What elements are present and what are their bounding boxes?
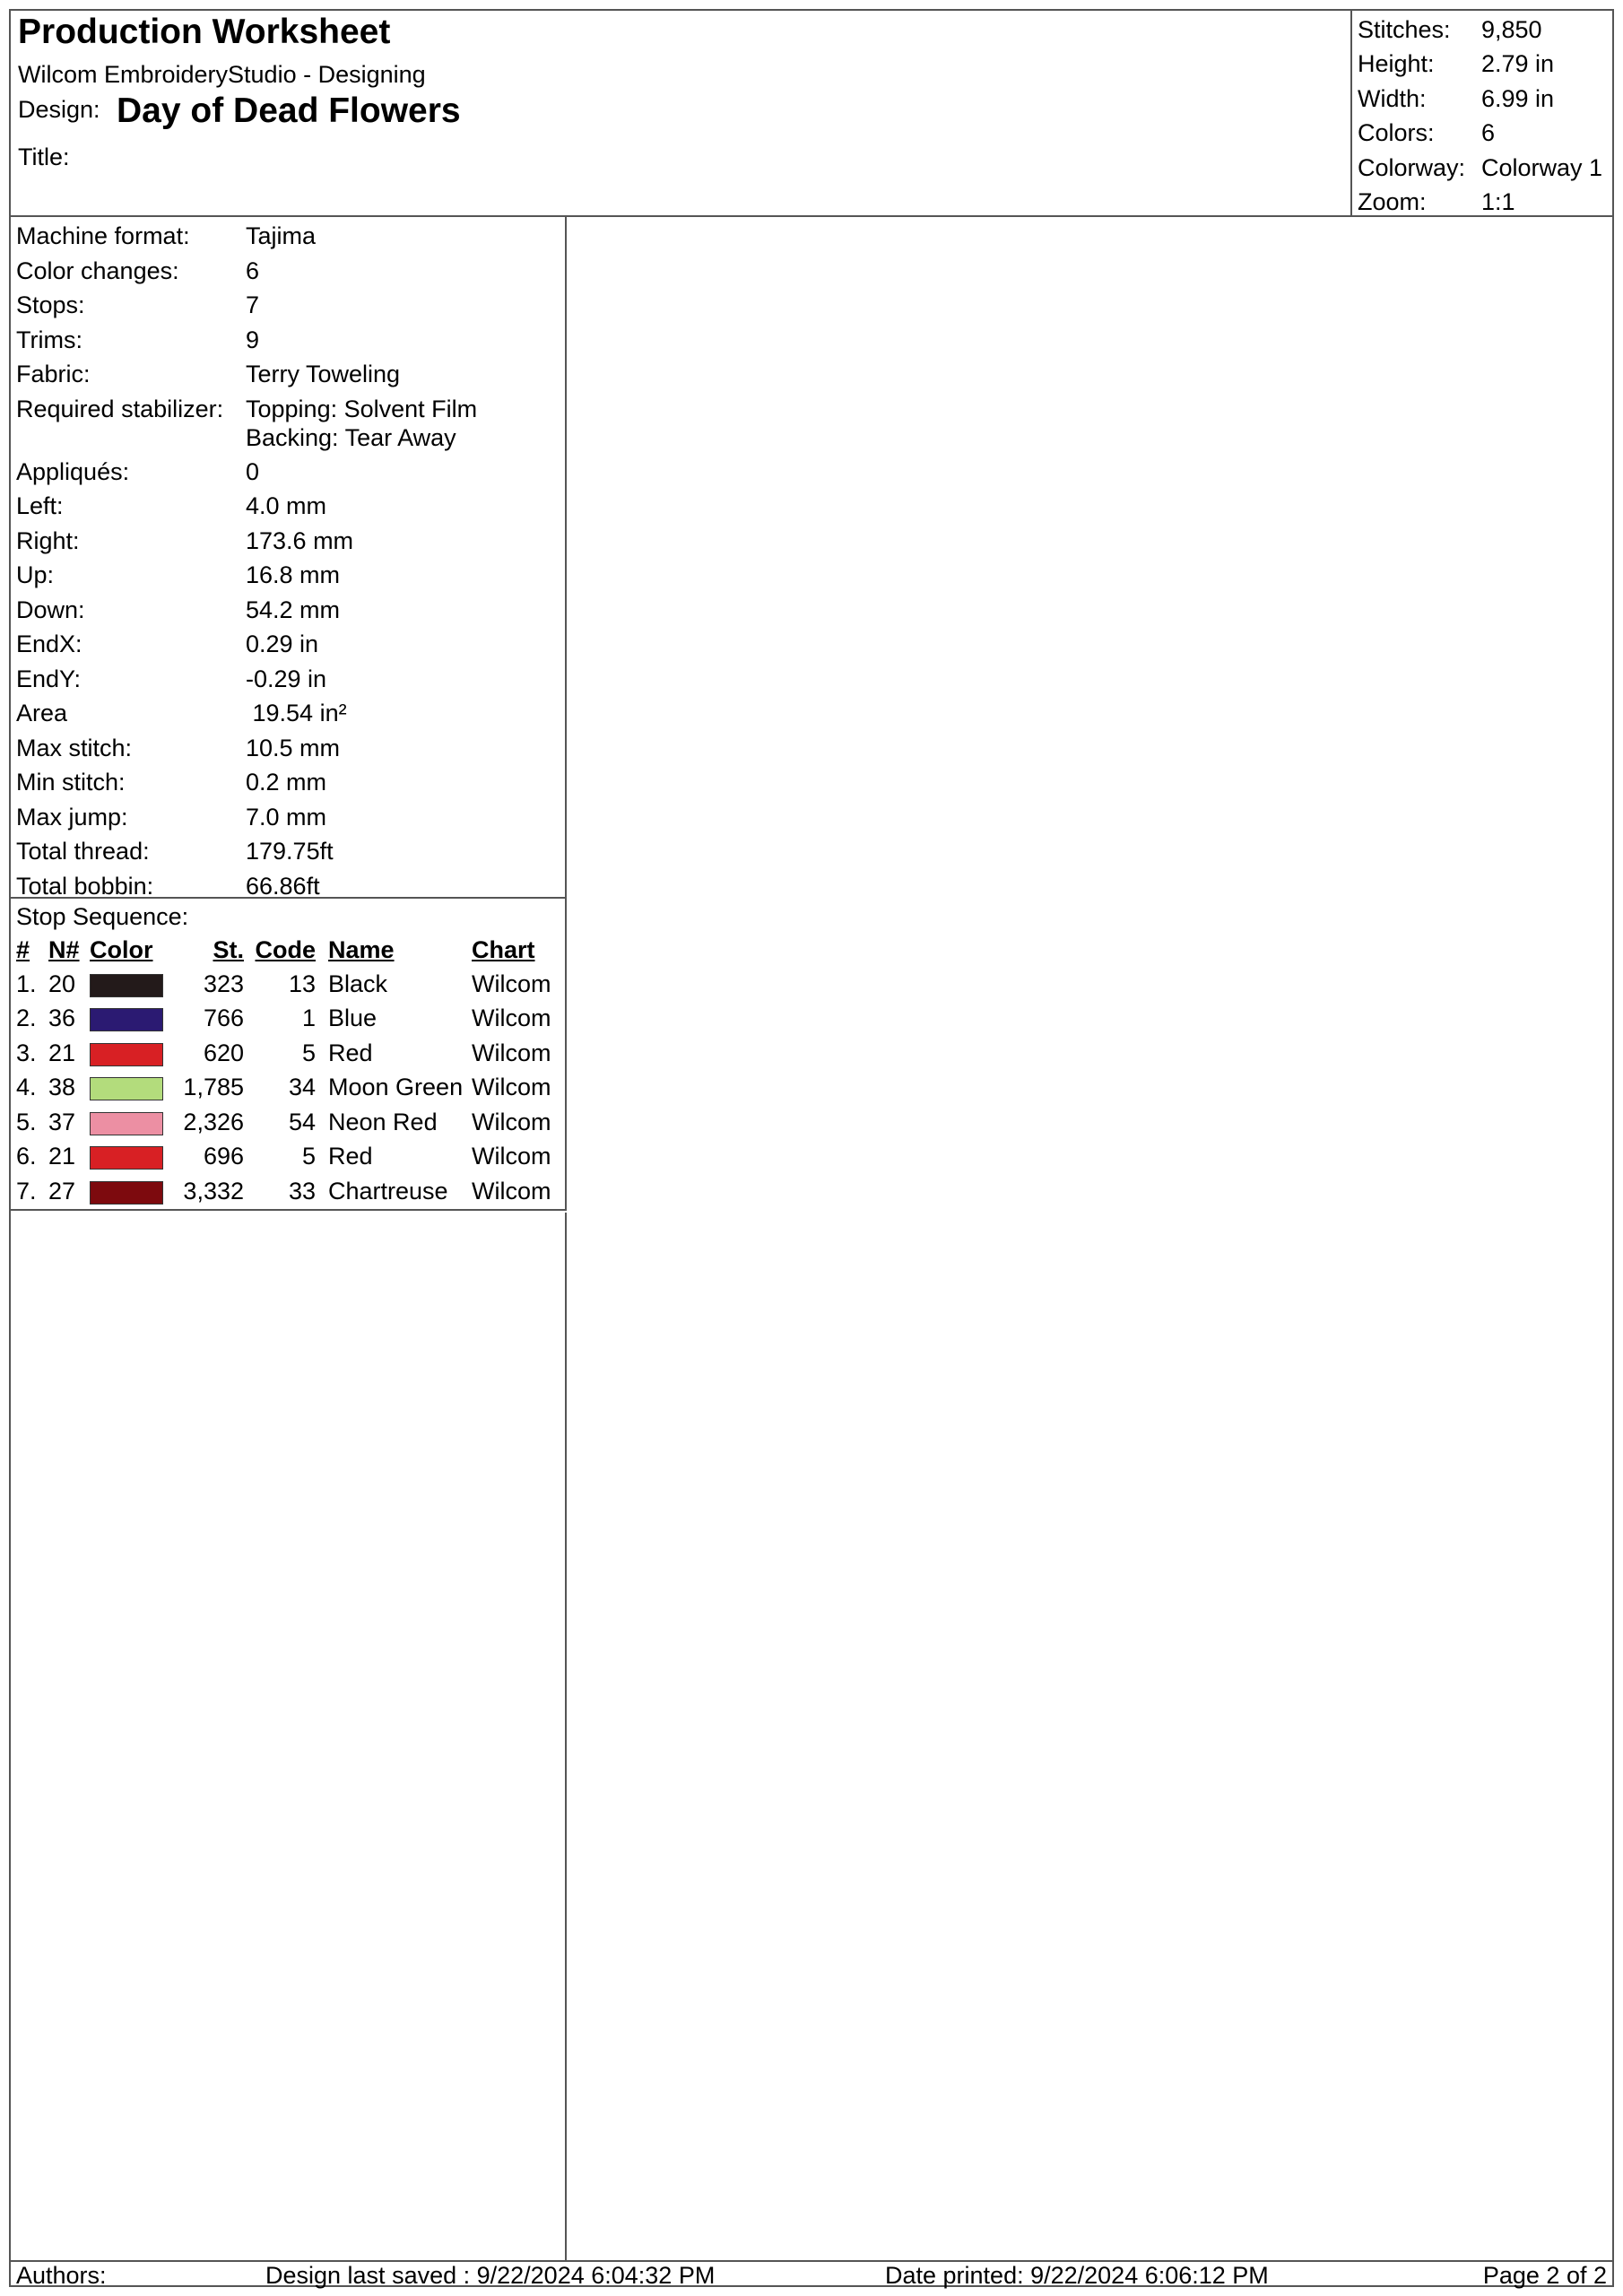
info-value: Topping: Solvent Film Backing: Tear Away	[246, 395, 478, 451]
info-label: Total thread:	[16, 838, 150, 865]
info-value: 7.0 mm	[246, 803, 327, 831]
thread-code: 33	[288, 1177, 316, 1205]
thread-chart: Wilcom	[472, 970, 551, 997]
needle-number: 38	[48, 1074, 76, 1101]
app-name: Wilcom EmbroideryStudio - Designing	[18, 61, 426, 88]
table-row	[14, 1002, 560, 1037]
color-swatch	[90, 1112, 163, 1135]
color-swatch	[90, 1146, 163, 1170]
info-row	[16, 219, 565, 254]
info-value: 7	[246, 291, 260, 318]
info-label: Min stitch:	[16, 769, 126, 796]
color-swatch	[90, 1077, 163, 1100]
needle-number: 21	[48, 1143, 76, 1170]
table-row	[14, 1140, 560, 1175]
info-row	[16, 254, 565, 289]
info-label: Max stitch:	[16, 734, 133, 761]
info-value: 19.54 in²	[246, 700, 347, 726]
thread-code: 54	[288, 1108, 316, 1135]
info-label: Down:	[16, 596, 85, 623]
stop-sequence	[11, 897, 565, 1209]
table-header-row	[14, 933, 560, 967]
stitch-count: 323	[203, 970, 244, 997]
thread-color	[88, 1174, 169, 1209]
design-label: Design:	[18, 96, 100, 123]
stat-row	[1358, 47, 1612, 81]
row-index: 4.	[16, 1074, 37, 1101]
info-value: 16.8 mm	[246, 561, 341, 588]
stat-label: Height:	[1358, 50, 1435, 78]
info-value: 0	[246, 457, 260, 485]
stitch-count: 620	[203, 1039, 244, 1066]
col-header-name: Name	[328, 935, 395, 963]
lower-left-blank	[11, 1213, 567, 2262]
stat-label: Width:	[1358, 84, 1427, 112]
info-value: 66.86ft	[246, 872, 320, 900]
info-label: Appliqués:	[16, 457, 130, 485]
info-value: 6	[246, 257, 260, 284]
table-row	[14, 1036, 560, 1071]
stitch-count: 766	[203, 1004, 244, 1032]
table-row	[14, 967, 560, 1002]
info-value: 0.29 in	[246, 631, 319, 657]
col-header-stitches: St.	[213, 935, 244, 963]
worksheet-footer	[11, 2260, 1612, 2287]
thread-color	[88, 967, 169, 1002]
worksheet-header	[11, 11, 1612, 217]
stop-sequence-rows	[14, 967, 560, 1209]
row-index: 7.	[16, 1177, 37, 1205]
design-info-panel	[11, 217, 567, 1211]
info-label: Total bobbin:	[16, 872, 154, 900]
thread-chart: Wilcom	[472, 1074, 551, 1101]
info-label: Trims:	[16, 326, 82, 353]
info-row	[16, 696, 565, 731]
info-row	[16, 489, 565, 524]
thread-chart: Wilcom	[472, 1143, 551, 1170]
stat-row	[1358, 151, 1612, 185]
info-label: Area	[16, 700, 68, 726]
stat-value: Colorway 1	[1481, 153, 1603, 181]
stat-row	[1358, 185, 1612, 219]
info-label: Fabric:	[16, 361, 91, 387]
color-swatch	[90, 1181, 163, 1205]
thread-name: Neon Red	[328, 1108, 438, 1135]
table-row	[14, 1071, 560, 1106]
stitch-count: 3,332	[183, 1177, 244, 1205]
info-row	[16, 323, 565, 358]
info-value: Terry Toweling	[246, 361, 401, 387]
table-row	[14, 1174, 560, 1209]
info-row	[16, 662, 565, 697]
info-row	[16, 455, 565, 490]
info-row	[16, 731, 565, 766]
row-index: 1.	[16, 970, 37, 997]
thread-chart: Wilcom	[472, 1177, 551, 1205]
info-label: Up:	[16, 561, 55, 588]
table-row	[14, 1105, 560, 1140]
stat-value: 9,850	[1481, 16, 1542, 43]
footer-date-printed: Date printed: 9/22/2024 6:06:12 PM	[885, 2262, 1269, 2289]
stop-sequence-title: Stop Sequence:	[16, 903, 189, 930]
needle-number: 20	[48, 970, 76, 997]
footer-authors: Authors:	[16, 2262, 107, 2289]
stop-sequence-table	[14, 933, 560, 1209]
info-row	[16, 288, 565, 323]
worksheet-page	[9, 9, 1614, 2287]
info-label: EndY:	[16, 665, 82, 692]
info-value: 179.75ft	[246, 838, 334, 865]
footer-page-number: Page 2 of 2	[1482, 2262, 1607, 2289]
stat-value: 1:1	[1481, 187, 1515, 215]
info-list	[11, 217, 565, 903]
color-swatch	[90, 974, 163, 997]
thread-color	[88, 1036, 169, 1071]
stat-label: Colors:	[1358, 119, 1435, 147]
design-name: Day of Dead Flowers	[117, 91, 461, 130]
stitch-count: 696	[203, 1143, 244, 1170]
needle-number: 37	[48, 1108, 76, 1135]
thread-name: Moon Green	[328, 1074, 464, 1101]
info-value: -0.29 in	[246, 665, 327, 692]
info-row	[16, 357, 565, 392]
thread-color	[88, 1140, 169, 1175]
header-info	[11, 11, 1350, 215]
row-index: 3.	[16, 1039, 37, 1066]
info-value: Tajima	[246, 222, 317, 249]
info-value: 9	[246, 326, 260, 353]
thread-name: Blue	[328, 1004, 378, 1032]
thread-name: Black	[328, 970, 388, 997]
info-value: 173.6 mm	[246, 526, 354, 554]
needle-number: 36	[48, 1004, 76, 1032]
info-label: Left:	[16, 492, 64, 519]
info-row	[16, 800, 565, 835]
col-header-index: #	[16, 935, 30, 963]
color-swatch	[90, 1043, 163, 1066]
stitch-count: 2,326	[183, 1108, 244, 1135]
thread-chart: Wilcom	[472, 1039, 551, 1066]
stitch-count: 1,785	[183, 1074, 244, 1101]
thread-name: Red	[328, 1143, 373, 1170]
row-index: 2.	[16, 1004, 37, 1032]
thread-code: 5	[301, 1039, 316, 1066]
info-label: Required stabilizer:	[16, 395, 224, 422]
info-row	[16, 765, 565, 800]
footer-last-saved: Design last saved : 9/22/2024 6:04:32 PM	[265, 2262, 716, 2289]
info-row	[16, 593, 565, 628]
needle-number: 27	[48, 1177, 76, 1205]
stat-row	[1358, 116, 1612, 150]
col-header-code: Code	[255, 935, 316, 963]
info-value: 0.2 mm	[246, 769, 327, 796]
thread-chart: Wilcom	[472, 1004, 551, 1032]
info-value: 10.5 mm	[246, 734, 341, 761]
stat-value: 6	[1481, 119, 1496, 147]
info-label: Right:	[16, 526, 80, 554]
thread-name: Chartreuse	[328, 1177, 448, 1205]
row-index: 6.	[16, 1143, 37, 1170]
thread-code: 5	[301, 1143, 316, 1170]
color-swatch	[90, 1008, 163, 1031]
stat-value: 2.79 in	[1481, 50, 1555, 78]
info-row	[16, 524, 565, 559]
info-label: Color changes:	[16, 257, 179, 284]
row-index: 5.	[16, 1108, 37, 1135]
thread-color	[88, 1071, 169, 1106]
stat-label: Colorway:	[1358, 153, 1466, 181]
stat-label: Zoom:	[1358, 187, 1427, 215]
info-row	[16, 627, 565, 662]
info-label: EndX:	[16, 631, 82, 657]
info-row	[16, 392, 565, 455]
stat-row	[1358, 13, 1612, 47]
needle-number: 21	[48, 1039, 76, 1066]
info-label: Machine format:	[16, 222, 190, 249]
title-label: Title:	[18, 144, 70, 170]
info-row	[16, 558, 565, 593]
thread-color	[88, 1105, 169, 1140]
col-header-color: Color	[90, 935, 153, 963]
thread-chart: Wilcom	[472, 1108, 551, 1135]
stat-value: 6.99 in	[1481, 84, 1555, 112]
info-value: 54.2 mm	[246, 596, 341, 623]
thread-code: 34	[288, 1074, 316, 1101]
thread-code: 13	[288, 970, 316, 997]
stat-label: Stitches:	[1358, 16, 1451, 43]
thread-code: 1	[301, 1004, 316, 1032]
info-row	[16, 834, 565, 869]
col-header-chart: Chart	[472, 935, 535, 963]
thread-color	[88, 1002, 169, 1037]
stat-row	[1358, 82, 1612, 116]
info-label: Stops:	[16, 291, 85, 318]
page-title: Production Worksheet	[18, 13, 391, 51]
thread-name: Red	[328, 1039, 373, 1066]
stats-panel	[1350, 11, 1612, 215]
col-header-needle: N#	[48, 935, 80, 963]
info-label: Max jump:	[16, 803, 128, 831]
info-value: 4.0 mm	[246, 492, 327, 519]
